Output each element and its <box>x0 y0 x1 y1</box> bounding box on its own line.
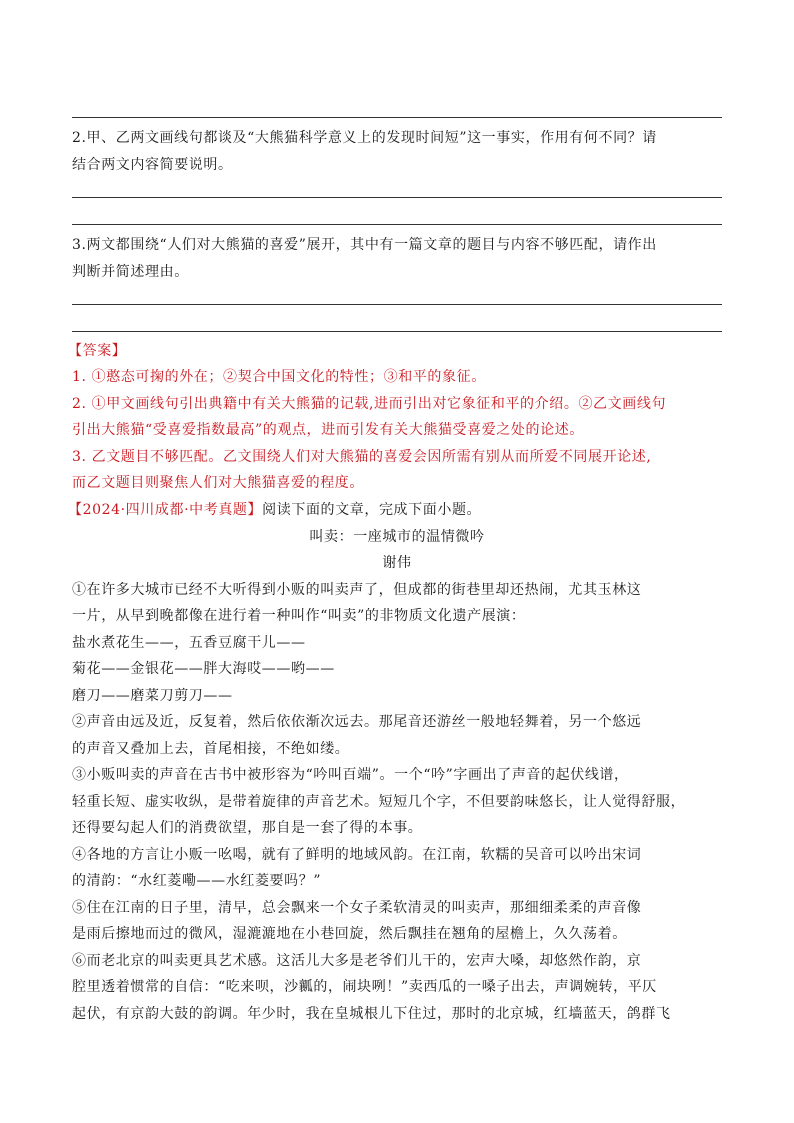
passage-line: 菊花——金银花——胖大海哎——哟—— <box>72 661 335 677</box>
passage-line: 是雨后擦地而过的微风，湿漉漉地在小巷回旋，然后飘挂在翘角的屋檐上，久久荡着。 <box>72 926 627 942</box>
passage-line: 轻重长短、虚实收纵，是带着旋律的声音艺术。短短几个字，不但要韵味悠长，让人觉得舒服， <box>72 794 686 810</box>
question-2-line-2: 结合两文内容简要说明。 <box>72 157 233 173</box>
question-2-line-1: 2.甲、乙两文画线句都谈及“大熊猫科学意义上的发现时间短”这一事实，作用有何不同？请 <box>72 130 657 146</box>
passage-line: 的声音又叠加上去，首尾相接，不绝如缕。 <box>72 741 350 757</box>
passage-title: 叫卖：一座城市的温情微吟 <box>309 529 485 545</box>
passage-line: 盐水煮花生——，五香豆腐干儿—— <box>72 635 306 651</box>
answer-line <box>72 331 722 332</box>
answer-line <box>72 117 722 118</box>
source-tag: 【2024·四川成都·中考真题】 <box>68 502 263 518</box>
answer-line <box>72 224 722 225</box>
passage-line: ⑤住在江南的日子里，清早，总会飘来一个女子柔软清灵的叫卖声，那细细柔柔的声音像 <box>72 900 642 916</box>
passage-line: ⑥而老北京的叫卖更具艺术感。这活儿大多是老爷们儿干的，宏声大嗓，却悠然作韵，京 <box>72 953 642 969</box>
passage-line: 还得要勾起人们的消费欲望，那自是一套了得的本事。 <box>72 820 423 836</box>
instruction: 阅读下面的文章，完成下面小题。 <box>262 502 482 518</box>
answer-heading: 【答案】 <box>68 343 127 359</box>
passage-line: ①在许多大城市已经不大听得到小贩的叫卖声了，但成都的街巷里却还热闹，尤其玉林这 <box>72 582 642 598</box>
answer-line-3: 引出大熊猫“受喜爱指数最高”的观点，进而引发有关大熊猫受喜爱之处的论述。 <box>72 422 584 438</box>
answer-line-4: 3. 乙文题目不够匹配。乙文围绕人们对大熊猫的喜爱会因所需有别从而所爱不同展开论述, <box>72 449 652 465</box>
passage-author: 谢伟 <box>382 555 412 571</box>
passage-line: 磨刀——磨菜刀剪刀—— <box>72 688 233 704</box>
passage-intro <box>68 500 718 520</box>
answer-line-1: 1. ①憨态可掬的外在；②契合中国文化的特性；③和平的象征。 <box>72 369 486 385</box>
passage-line: ④各地的方言让小贩一吆喝，就有了鲜明的地域风韵。在江南，软糯的吴音可以吟出宋词 <box>72 847 642 863</box>
passage-line: 的清韵：“水红菱嘞——水红菱要吗？” <box>72 873 322 889</box>
passage-line: ③小贩叫卖的声音在古书中被形容为“吟叫百端”。一个“吟”字画出了声音的起伏线谱， <box>72 767 629 783</box>
passage-line: 腔里透着惯常的自信：“吃来呗，沙瓤的，闹块咧！”卖西瓜的一嗓子出去，声调婉转，平仄 <box>72 979 657 995</box>
answer-line-2: 2. ①甲文画线句引出典籍中有关大熊猫的记载,进而引出对它象征和平的介绍。②乙文画线句 <box>72 396 667 412</box>
answer-line <box>72 304 722 305</box>
answer-line-5: 而乙文题目则聚焦人们对大熊猫喜爱的程度。 <box>72 475 364 491</box>
passage-line: 起伏，有京韵大鼓的韵调。年少时，我在皇城根儿下住过，那时的北京城，红墙蓝天，鸽群飞 <box>72 1006 671 1022</box>
question-3-line-1: 3.两文都围绕“人们对大熊猫的喜爱”展开，其中有一篇文章的题目与内容不够匹配，请作出 <box>72 237 657 253</box>
passage-line: 一片，从早到晚都像在进行着一种叫作“叫卖”的非物质文化遗产展演： <box>72 608 526 624</box>
passage-line: ②声音由远及近，反复着，然后依依渐次远去。那尾音还游丝一般地轻舞着，另一个悠远 <box>72 714 642 730</box>
question-3-line-2: 判断并简述理由。 <box>72 264 189 280</box>
answer-line <box>72 197 722 198</box>
